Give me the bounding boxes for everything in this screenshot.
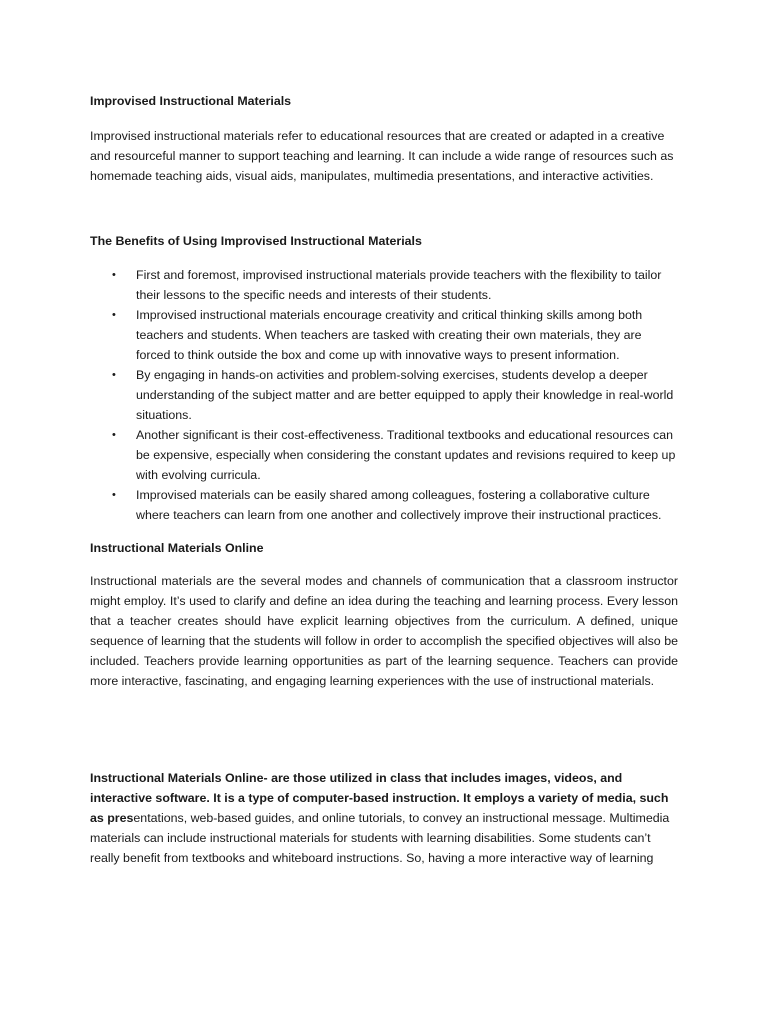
- heading-materials-online: Instructional Materials Online: [90, 541, 264, 555]
- list-item-text: By engaging in hands-on activities and problem-solving exercises, students develop a deeper understanding of the subject matter and are better equipped to apply their knowledge in real-world situations.: [136, 368, 674, 422]
- list-item: [112, 365, 678, 425]
- paragraph-materials-online-definition: [90, 768, 678, 868]
- paragraph-intro: Improvised instructional materials refer to educational resources that are created or adapted in a creative and resourceful manner to support teaching and learning. It can include a wide range of resources such as homemade teaching aids, visual aids, manipulates, multimedia presentations, and interactive activities.: [90, 129, 674, 183]
- bullet-icon: •: [112, 369, 116, 381]
- list-item: [112, 425, 678, 485]
- list-item: [112, 485, 678, 525]
- heading-improvised-materials: Improvised Instructional Materials: [90, 94, 292, 108]
- paragraph-materials-online: Instructional materials are the several modes and channels of communication that a classroom instructor might employ. It’s used to clarify and define an idea during the teaching and learning process. Every lesson that a teacher creates should have explicit learning objectives from the curriculum. A defined, unique sequence of learning that the students will follow in order to accomplish the specified objectives will also be included. Teachers provide learning opportunities as part of the learning sequence. Teachers can provide more interactive, fascinating, and engaging learning experiences with the use of instructional materials.: [90, 574, 678, 688]
- list-item: [112, 305, 678, 365]
- list-item-text: Improvised instructional materials encourage creativity and critical thinking skills among both teachers and students. When teachers are tasked with creating their own materials, they are forced to think outside the box and come up with innovative ways to present information.: [136, 308, 643, 362]
- list-item-text: Improvised materials can be easily shared among colleagues, fostering a collaborative culture where teachers can learn from one another and collectively improve their instructional practices.: [136, 488, 662, 522]
- bullet-icon: •: [112, 429, 116, 441]
- list-item: [112, 265, 678, 305]
- definition-bold-text: Instructional Materials Online- are those utilized in class that includes images, videos, and interactive software. It is a type of computer-based instruction. It employs a variety of media, such as pres: [90, 771, 669, 825]
- bullet-icon: •: [112, 269, 116, 281]
- heading-benefits: The Benefits of Using Improvised Instructional Materials: [90, 234, 422, 248]
- definition-regular-text: entations, web-based guides, and online tutorials, to convey an instructional message. Multimedia materials can include instructional materials for students with learning disabilities. Some students can’t really benefit from textbooks and whiteboard instructions. So, having a more interactive way of learning: [90, 811, 670, 865]
- bullet-icon: •: [112, 489, 116, 501]
- document-page: [90, 91, 678, 868]
- list-item-text: First and foremost, improvised instructional materials provide teachers with the flexibility to tailor their lessons to the specific needs and interests of their students.: [136, 268, 662, 302]
- benefits-list: [90, 265, 678, 525]
- list-item-text: Another significant is their cost-effectiveness. Traditional textbooks and educational resources can be expensive, especially when considering the constant updates and revisions required to keep up with evolving curricula.: [136, 428, 676, 482]
- bullet-icon: •: [112, 309, 116, 321]
